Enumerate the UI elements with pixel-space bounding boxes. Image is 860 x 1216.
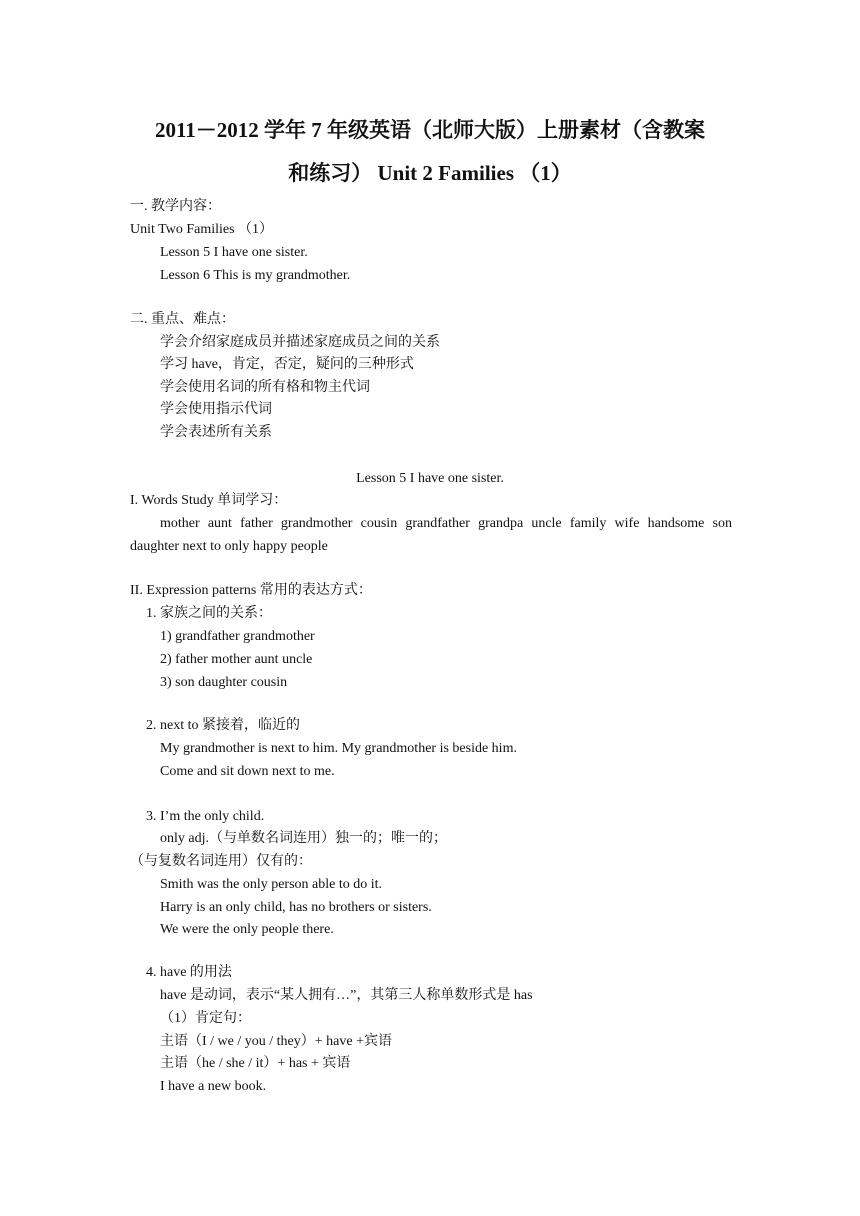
key-point: 学习 have，肯定，否定，疑问的三种形式 xyxy=(160,357,414,372)
item-2-title: 2. next to 紧接着，临近的 xyxy=(146,718,300,733)
document-title-line-1: 2011－2012 学年 7 年级英语（北师大版）上册素材（含教案 xyxy=(154,118,706,142)
key-point: 学会使用指示代词 xyxy=(160,402,272,417)
key-point: 学会使用名词的所有格和物主代词 xyxy=(160,380,370,395)
section-1-heading: 一. 教学内容： xyxy=(130,199,221,214)
lesson-item: Lesson 5 I have one sister. xyxy=(160,245,308,260)
key-point: 学会表述所有关系 xyxy=(160,425,272,440)
item-1-title: 1. 家族之间的关系： xyxy=(146,606,272,621)
definition-line: only adj.（与单数名词连用）独一的；唯一的； xyxy=(160,831,447,846)
example-sentence: My grandmother is next to him. My grandmother is beside him. xyxy=(160,741,517,756)
word-list-line-2: daughter next to only happy people xyxy=(130,539,328,554)
key-point: 学会介绍家庭成员并描述家庭成员之间的关系 xyxy=(160,335,440,350)
example-sentence: We were the only people there. xyxy=(160,922,334,937)
example-sentence: I have a new book. xyxy=(160,1079,267,1094)
example-sentence: Come and sit down next to me. xyxy=(160,764,335,779)
relation-line: 1) grandfather grandmother xyxy=(160,629,315,644)
affirmative-heading: （1）肯定句： xyxy=(160,1011,251,1026)
grammar-rule: 主语（I / we / you / they）+ have +宾语 xyxy=(160,1034,392,1049)
example-sentence: Harry is an only child, has no brothers or sisters. xyxy=(160,900,432,915)
relation-line: 2) father mother aunt uncle xyxy=(160,652,313,667)
words-study-heading: I. Words Study 单词学习： xyxy=(130,493,288,508)
example-sentence: Smith was the only person able to do it. xyxy=(160,877,383,892)
word-list-line-1: mother aunt father grandmother cousin grandfather grandpa uncle family wife handsome son xyxy=(160,516,732,531)
item-4-title: 4. have 的用法 xyxy=(146,965,232,980)
have-description: have 是动词，表示“某人拥有…”，其第三人称单数形式是 has xyxy=(160,988,533,1003)
document-title-line-2: 和练习） Unit 2 Families （1） xyxy=(288,161,572,185)
unit-title: Unit Two Families （1） xyxy=(130,222,274,237)
lesson-5-heading: Lesson 5 I have one sister. xyxy=(356,471,504,486)
grammar-rule: 主语（he / she / it）+ has + 宾语 xyxy=(160,1056,351,1071)
expression-patterns-heading: II. Expression patterns 常用的表达方式： xyxy=(130,583,372,598)
definition-line: （与复数名词连用）仅有的： xyxy=(130,854,312,869)
lesson-item: Lesson 6 This is my grandmother. xyxy=(160,268,351,283)
relation-line: 3) son daughter cousin xyxy=(160,675,288,690)
section-2-heading: 二. 重点、难点： xyxy=(130,312,235,327)
item-3-title: 3. I’m the only child. xyxy=(146,809,265,824)
